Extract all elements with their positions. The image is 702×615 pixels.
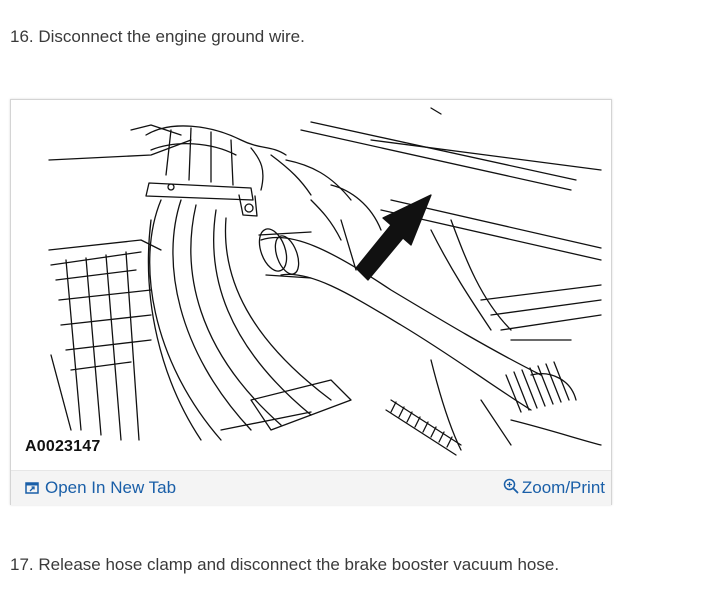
figure-caption: A0023147 — [25, 438, 103, 456]
step-17-text: 17. Release hose clamp and disconnect the brake booster vacuum hose. — [10, 555, 560, 574]
open-in-new-tab-link[interactable] — [25, 478, 176, 500]
zoom-print-link[interactable] — [503, 478, 605, 499]
open-new-tab-icon — [25, 480, 39, 500]
engine-diagram-image — [11, 100, 611, 468]
open-in-new-tab-label: Open In New Tab — [45, 478, 177, 497]
step-16-text: 16. Disconnect the engine ground wire. — [10, 27, 305, 46]
figure-toolbar — [11, 470, 611, 505]
zoom-print-label: Zoom/Print — [521, 478, 605, 497]
figure-card — [10, 99, 612, 505]
zoom-in-icon — [503, 478, 519, 499]
